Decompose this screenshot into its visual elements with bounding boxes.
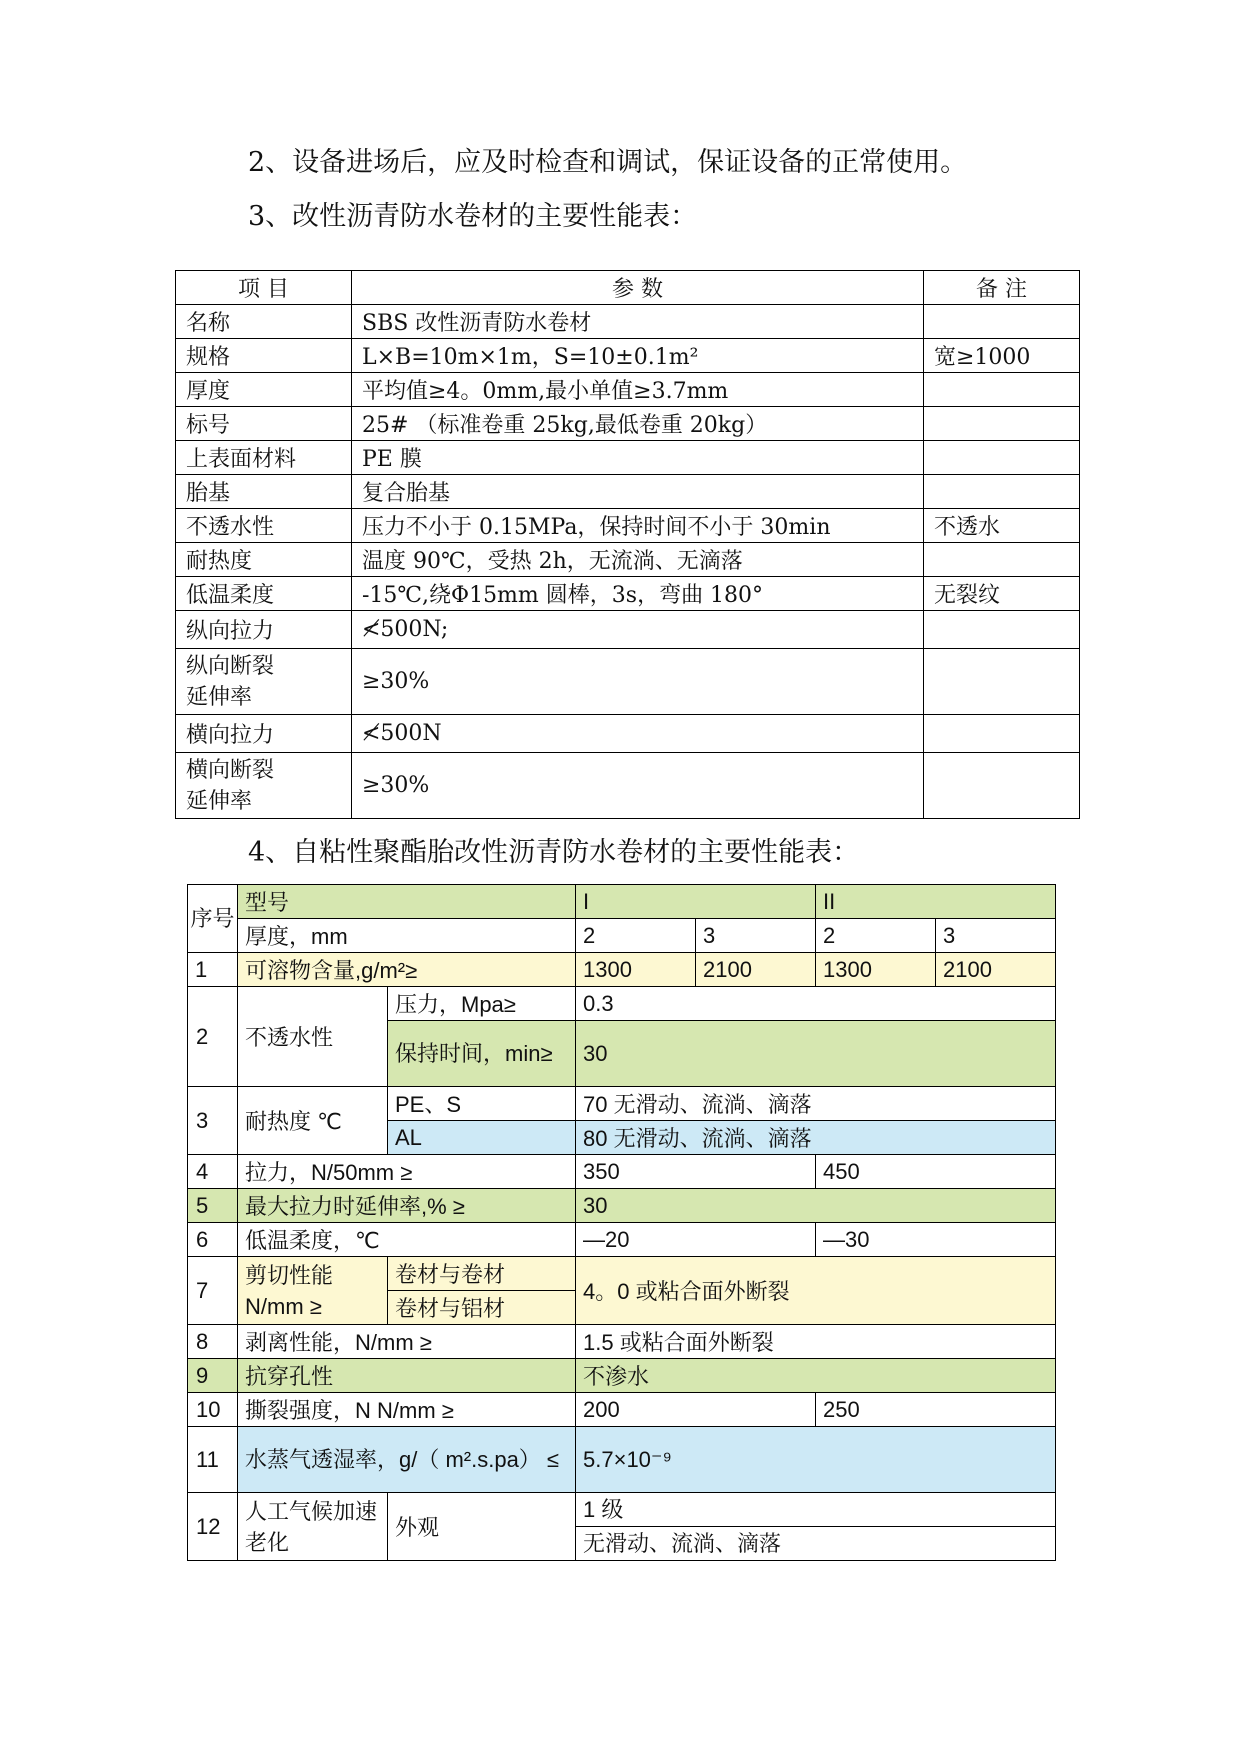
- row-label: 可溶物含量,g/m²≥: [238, 953, 576, 987]
- row-item: 耐热度: [176, 543, 352, 577]
- row-param: SBS 改性沥青防水卷材: [352, 305, 924, 339]
- table-row: [188, 1393, 1056, 1427]
- row-value: 无滑动、流淌、滴落: [576, 1526, 1055, 1560]
- row-param: 温度 90℃，受热 2h，无流淌、无滴落: [352, 543, 924, 577]
- table-row: [176, 611, 1080, 649]
- row-value: 200: [576, 1393, 816, 1427]
- paragraph-4: 4、自粘性聚酯胎改性沥青防水卷材的主要性能表：: [248, 837, 860, 868]
- table-row: [188, 885, 1056, 919]
- row-item: 低温柔度: [176, 577, 352, 611]
- row-label: 抗穿孔性: [238, 1359, 576, 1393]
- row-number: 1: [188, 953, 238, 987]
- row-sublabel: 外观: [388, 1493, 576, 1561]
- thickness-value: 3: [696, 919, 816, 953]
- row-param: ≮500N;: [352, 611, 924, 649]
- row-param: ≥30%: [352, 753, 924, 819]
- row-label: 剥离性能，N/mm ≥: [238, 1325, 576, 1359]
- row-item: 胎基: [176, 475, 352, 509]
- row-value: 1300: [576, 953, 696, 987]
- row-note: [924, 753, 1080, 819]
- header-item: 项 目: [176, 271, 352, 305]
- table-row: [188, 1325, 1056, 1359]
- row-value: 0.3: [576, 987, 1056, 1021]
- table-row: [188, 1427, 1056, 1493]
- table-row: [176, 509, 1080, 543]
- row-item: 横向拉力: [176, 715, 352, 753]
- table-row: [176, 577, 1080, 611]
- row-item: 上表面材料: [176, 441, 352, 475]
- header-note: 备 注: [924, 271, 1080, 305]
- type-label: 型号: [238, 885, 576, 919]
- table-row: [176, 753, 1080, 819]
- row-value: 1.5 或粘合面外断裂: [576, 1325, 1056, 1359]
- table-row: [176, 475, 1080, 509]
- table-row: [188, 1155, 1056, 1189]
- row-number: 6: [188, 1223, 238, 1257]
- row-value: 70 无滑动、流淌、滴落: [576, 1087, 1056, 1121]
- row-note: [924, 441, 1080, 475]
- row-label: 不透水性: [238, 987, 388, 1087]
- row-label: 耐热度 ℃: [238, 1087, 388, 1155]
- row-item: 纵向拉力: [176, 611, 352, 649]
- row-note: [924, 715, 1080, 753]
- row-value: 1 级: [583, 1497, 624, 1522]
- row-note: [924, 407, 1080, 441]
- row-note: [924, 305, 1080, 339]
- self-adhesive-membrane-performance-table: [187, 884, 1056, 1561]
- row-note: [924, 611, 1080, 649]
- row-value: 30: [576, 1021, 1056, 1087]
- row-param: L×B=10m×1m，S=10±0.1m²: [352, 339, 924, 373]
- row-item: 厚度: [176, 373, 352, 407]
- row-item: 标号: [176, 407, 352, 441]
- table-row: [188, 1189, 1056, 1223]
- row-value: 5.7×10⁻⁹: [576, 1427, 1056, 1493]
- row-param: ≮500N: [352, 715, 924, 753]
- table-row: [176, 407, 1080, 441]
- table-row: [176, 373, 1080, 407]
- thickness-label: 厚度，mm: [238, 919, 576, 953]
- row-value: 2100: [936, 953, 1056, 987]
- row-param: 压力不小于 0.15MPa，保持时间不小于 30min: [352, 509, 924, 543]
- row-sublabel: 压力，Mpa≥: [388, 987, 576, 1021]
- row-label: 剪切性能 N/mm ≥: [238, 1257, 388, 1325]
- row-number: 3: [188, 1087, 238, 1155]
- table-row: [188, 1359, 1056, 1393]
- row-note: 无裂纹: [924, 577, 1080, 611]
- row-number: 11: [188, 1427, 238, 1493]
- row-item: 纵向断裂 延伸率: [176, 649, 352, 715]
- table-row: [188, 987, 1056, 1021]
- table-row: [176, 715, 1080, 753]
- table-row: [176, 649, 1080, 715]
- row-value: 不渗水: [576, 1359, 1056, 1393]
- row-sublabel: AL: [388, 1121, 576, 1155]
- header-param: 参 数: [352, 271, 924, 305]
- paragraph-3: 3、改性沥青防水卷材的主要性能表：: [248, 201, 698, 232]
- table-row: [188, 1257, 1056, 1291]
- row-value: 450: [816, 1155, 1056, 1189]
- row-item: 规格: [176, 339, 352, 373]
- row-value: —30: [816, 1223, 1056, 1257]
- row-item: 横向断裂 延伸率: [176, 753, 352, 819]
- row-value: 1300: [816, 953, 936, 987]
- row-value: 30: [576, 1189, 1056, 1223]
- row-value: 80 无滑动、流淌、滴落: [576, 1121, 1056, 1155]
- row-param: 复合胎基: [352, 475, 924, 509]
- modified-asphalt-performance-table: [175, 270, 1080, 819]
- table-row: [176, 305, 1080, 339]
- type-i: I: [576, 885, 816, 919]
- row-note: [924, 373, 1080, 407]
- row-note: [924, 649, 1080, 715]
- row-number: 8: [188, 1325, 238, 1359]
- table-row: [188, 953, 1056, 987]
- row-value-stack: [576, 1493, 1056, 1561]
- row-note: [924, 475, 1080, 509]
- row-item: 不透水性: [176, 509, 352, 543]
- thickness-value: 2: [576, 919, 696, 953]
- row-note: [924, 543, 1080, 577]
- paragraph-2: 2、设备进场后，应及时检查和调试，保证设备的正常使用。: [248, 147, 968, 178]
- row-label: 低温柔度，℃: [238, 1223, 576, 1257]
- type-ii: II: [816, 885, 1056, 919]
- table-row: [188, 919, 1056, 953]
- row-param: ≥30%: [352, 649, 924, 715]
- row-number: 9: [188, 1359, 238, 1393]
- row-label: 拉力，N/50mm ≥: [238, 1155, 576, 1189]
- table-row: [176, 543, 1080, 577]
- row-param: PE 膜: [352, 441, 924, 475]
- row-number: 10: [188, 1393, 238, 1427]
- row-sublabel: 卷材与卷材: [388, 1257, 576, 1291]
- thickness-value: 3: [936, 919, 1056, 953]
- row-sublabel: PE、S: [388, 1087, 576, 1121]
- row-param: -15℃,绕Φ15mm 圆棒，3s，弯曲 180°: [352, 577, 924, 611]
- table-row: [176, 339, 1080, 373]
- row-value: 350: [576, 1155, 816, 1189]
- table-row: [188, 1493, 1056, 1561]
- row-label: 水蒸气透湿率，g/（ m².s.pa） ≤: [238, 1427, 576, 1493]
- row-value: 4。0 或粘合面外断裂: [576, 1257, 1056, 1325]
- table-header-row: [176, 271, 1080, 305]
- row-sublabel: 保持时间，min≥: [388, 1021, 576, 1087]
- row-param: 平均值≥4。0mm,最小单值≥3.7mm: [352, 373, 924, 407]
- row-sublabel: 卷材与铝材: [388, 1291, 576, 1325]
- row-label: 人工气候加速老化: [238, 1493, 388, 1561]
- thickness-value: 2: [816, 919, 936, 953]
- row-label: 撕裂强度，N N/mm ≥: [238, 1393, 576, 1427]
- row-param: 25# （标准卷重 25kg,最低卷重 20kg）: [352, 407, 924, 441]
- seq-header: 序号: [188, 885, 238, 953]
- table-row: [188, 1223, 1056, 1257]
- row-item: 名称: [176, 305, 352, 339]
- row-number: 5: [188, 1189, 238, 1223]
- table-row: [188, 1087, 1056, 1121]
- row-note: 宽≥1000: [924, 339, 1080, 373]
- row-label: 最大拉力时延伸率,% ≥: [238, 1189, 576, 1223]
- row-number: 12: [188, 1493, 238, 1561]
- row-number: 7: [188, 1257, 238, 1325]
- row-value: 2100: [696, 953, 816, 987]
- row-value: —20: [576, 1223, 816, 1257]
- row-note: 不透水: [924, 509, 1080, 543]
- row-number: 2: [188, 987, 238, 1087]
- row-value: 250: [816, 1393, 1056, 1427]
- table-row: [176, 441, 1080, 475]
- row-number: 4: [188, 1155, 238, 1189]
